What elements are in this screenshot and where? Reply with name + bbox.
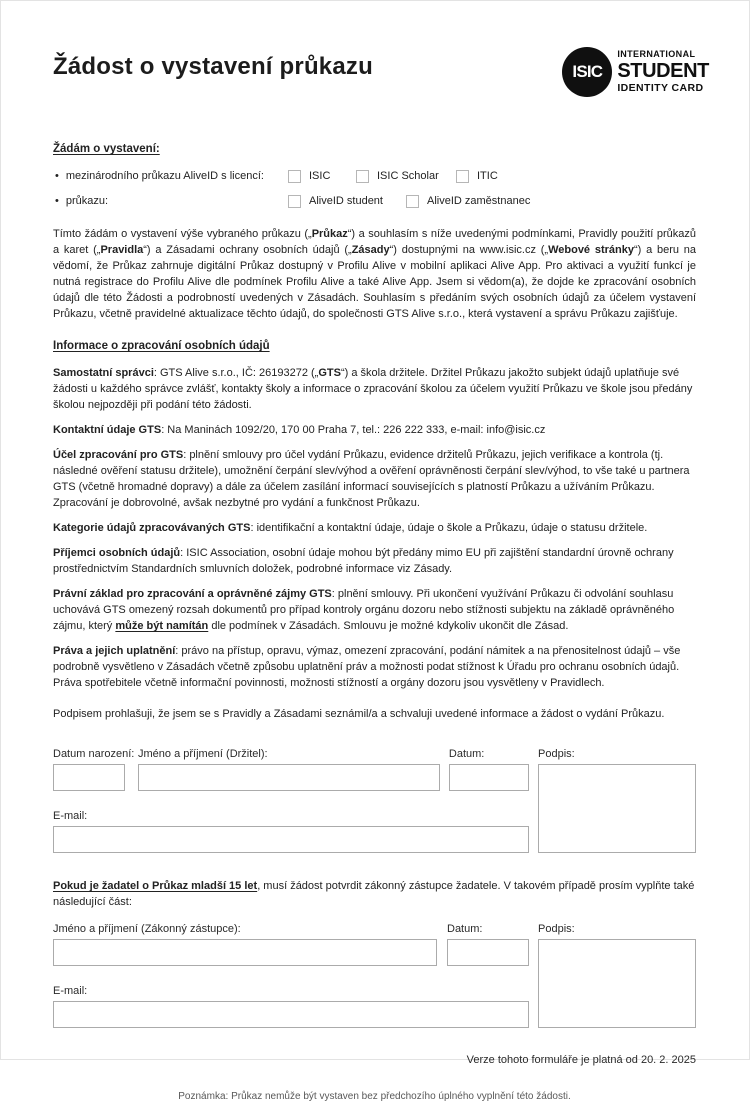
content bbox=[1, 141, 749, 1105]
info-heading: Informace o zpracování osobních údajů bbox=[53, 340, 270, 352]
option-aliveid-student bbox=[288, 193, 406, 209]
request-row-license bbox=[53, 168, 696, 184]
isic-logo bbox=[562, 47, 709, 97]
form-version-note: Verze tohoto formuláře je platná od 20. 2. 2025 bbox=[466, 1054, 696, 1066]
holder-date-input[interactable] bbox=[449, 764, 529, 791]
bullet-icon: • bbox=[55, 195, 59, 207]
info-paragraph-rights: Práva a jejich uplatnění: právo na přístup, opravu, výmaz, omezení zpracování, podání námitek a na přenositelnost údajů – vše podrobně vysvětleno v Zásadách včetně způsobu uplatnění práv a možnosti podat stížnost k Úřadu pro ochranu osobních údajů. Práva spotřebitele včetně informační povinnosti, možnosti stížností a orgány dozoru jsou vysvětleny v Pravidlech. bbox=[53, 645, 681, 689]
checkbox-aliveid-zamestnanec[interactable] bbox=[406, 195, 419, 208]
guardian-form-left bbox=[53, 921, 529, 1028]
checkbox-itic[interactable] bbox=[456, 170, 469, 183]
page-title: Žádost o vystavení průkazu bbox=[53, 53, 373, 80]
guardian-form bbox=[53, 921, 696, 1028]
bullet-icon: • bbox=[55, 170, 59, 182]
isic-logo-text bbox=[617, 50, 709, 94]
logo-line-international: INTERNATIONAL bbox=[617, 49, 696, 60]
guardian-form-right bbox=[538, 921, 696, 1028]
holder-form bbox=[53, 746, 696, 853]
option-itic bbox=[456, 168, 498, 184]
declaration-paragraph: Podpisem prohlašuji, že jsem se s Pravidly a Zásadami seznámil/a a schvaluji uvedené informace a žádost o vydání Průkazu. bbox=[53, 708, 665, 720]
holder-signature-area[interactable] bbox=[538, 764, 696, 853]
option-label-aliveid-student: AliveID student bbox=[309, 195, 383, 207]
checkbox-isic[interactable] bbox=[288, 170, 301, 183]
request-row-card bbox=[53, 193, 696, 209]
intro-paragraph: Tímto žádám o vystavení výše vybraného průkazu („Průkaz“) a souhlasím s níže uvedenými podmínkami, Pravidly použití průkazů a karet („Pravidla“) a Zásadami ochrany osobních údajů („Zásady“) dostupnými na www.isic.cz („Webové stránky“) a beru na vědomí, že Průkaz zahrnuje digitální Průkaz dostupný v Profilu Alive v mobilní aplikaci Alive App. Pro aktivaci a využití funkcí je nutná registrace do Profilu Alive dle podmínek Profilu Alive a také Alive App. Jsem si vědom(a), že dojde ke zpracování osobních údajů dle této Žádosti a podrobností uvedených v Zásadách. Souhlasím s předáním svých osobních údajů za účelem vystavení Průkazu, včetně pravidelné aktualizace těchto údajů, do společnosti GTS Alive s.r.o., která vystavení a správu Průkazu zajišťuje. bbox=[53, 228, 696, 320]
guardian-email-input[interactable] bbox=[53, 1001, 529, 1028]
guardian-date-label: Datum: bbox=[447, 923, 483, 935]
option-label-aliveid-zamestnanec: AliveID zaměstnanec bbox=[427, 195, 531, 207]
checkbox-isic-scholar[interactable] bbox=[356, 170, 369, 183]
option-aliveid-zamestnanec bbox=[406, 193, 530, 209]
request-row-label: • mezinárodního průkazu AliveID s licencí: bbox=[55, 170, 264, 182]
guardian-email-label: E-mail: bbox=[53, 985, 88, 997]
request-section bbox=[53, 141, 696, 209]
holder-email-label: E-mail: bbox=[53, 810, 88, 822]
holder-name-label: Jméno a příjmení (Držitel): bbox=[138, 748, 268, 760]
guardian-name-label: Jméno a příjmení (Zákonný zástupce): bbox=[53, 923, 241, 935]
info-paragraph-legal-basis: Právní základ pro zpracování a oprávněné zájmy GTS: plnění smlouvy. Při ukončení využívání Průkazu či odvolání souhlasu uchovává GTS omezený rozsah dokumentů pro případ kontroly orgánu dozoru nebo stížnosti subjektu na základě oprávněného zájmu, který může být namítán dle podmínek v Zásadách. Smlouvu je možné kdykoliv ukončit dle Zásad. bbox=[53, 588, 675, 632]
logo-line-identity-card: IDENTITY CARD bbox=[617, 82, 704, 95]
header bbox=[1, 1, 749, 97]
request-heading: Žádám o vystavení: bbox=[53, 143, 160, 155]
guardian-name-input[interactable] bbox=[53, 939, 437, 966]
option-label-isic-scholar: ISIC Scholar bbox=[377, 170, 439, 182]
isic-logo-icon: ISIC bbox=[562, 47, 612, 97]
info-section bbox=[53, 338, 696, 691]
logo-line-student: STUDENT bbox=[617, 60, 709, 83]
dob-input[interactable] bbox=[53, 764, 125, 791]
holder-name-input[interactable] bbox=[138, 764, 440, 791]
guardian-signature-label: Podpis: bbox=[538, 923, 575, 935]
holder-form-right bbox=[538, 746, 696, 853]
holder-email-input[interactable] bbox=[53, 826, 529, 853]
holder-date-label: Datum: bbox=[448, 748, 485, 760]
guardian-signature-area[interactable] bbox=[538, 939, 696, 1028]
footer-note: Poznámka: Průkaz nemůže být vystaven bez předchozího úplného vyplnění této žádosti. bbox=[178, 1091, 571, 1102]
checkbox-aliveid-student[interactable] bbox=[288, 195, 301, 208]
option-isic-scholar bbox=[356, 168, 456, 184]
holder-signature-label: Podpis: bbox=[538, 748, 575, 760]
option-label-isic: ISIC bbox=[309, 170, 331, 182]
info-paragraph-purpose: Účel zpracování pro GTS: plnění smlouvy pro účel vydání Průkazu, evidence držitelů Průkazu, jejich verifikace a kontrola (tj. následné ověření statusu držitele), umožnění čerpání slev/výhod a ověření oprávněnosti čerpání slev/výhod, to vše také u partnera GTS (včetně hromadné dopravy) a dále za účelem zasílání informací souvisejících s platností Průkazu a užíváním Průkazu. Zpracování je dobrovolné, avšak nezbytné pro vydání a funkčnost Průkazu. bbox=[53, 449, 690, 509]
request-row-label: • průkazu: bbox=[55, 195, 109, 207]
info-paragraph-administrators: Samostatní správci: GTS Alive s.r.o., IČ: 26193272 („GTS“) a škola držitele. Držitel Průkazu jakožto subjekt údajů uplatňuje své žádosti u každého správce zvlášť, kontakty školy a informace o zpracování školou za účelem využití Průkazu ve škole jsou předány školou nejpozději při podání této žádosti. bbox=[53, 367, 693, 411]
guardian-intro-paragraph: Pokud je žadatel o Průkaz mladší 15 let, musí žádost potvrdit zákonný zástupce žadatele. V takovém případě prosím vyplňte také následující část: bbox=[53, 880, 695, 908]
guardian-date-input[interactable] bbox=[447, 939, 529, 966]
option-label-itic: ITIC bbox=[477, 170, 498, 182]
info-paragraph-recipients: Příjemci osobních údajů: ISIC Association, osobní údaje mohou být předány mimo EU při zajištění standardní úrovně ochrany prostřednictvím Standardních smluvních doložek, podrobné informace viz Zásady. bbox=[53, 547, 674, 575]
option-isic bbox=[288, 168, 356, 184]
info-paragraph-contact: Kontaktní údaje GTS: Na Maninách 1092/20, 170 00 Praha 7, tel.: 226 222 333, e-mail: info@isic.cz bbox=[53, 424, 546, 436]
holder-form-left bbox=[53, 746, 529, 853]
info-paragraph-categories: Kategorie údajů zpracovávaných GTS: identifikační a kontaktní údaje, údaje o škole a Průkazu, údaje o statusu držitele. bbox=[53, 522, 648, 534]
dob-label: Datum narození: bbox=[53, 748, 135, 760]
